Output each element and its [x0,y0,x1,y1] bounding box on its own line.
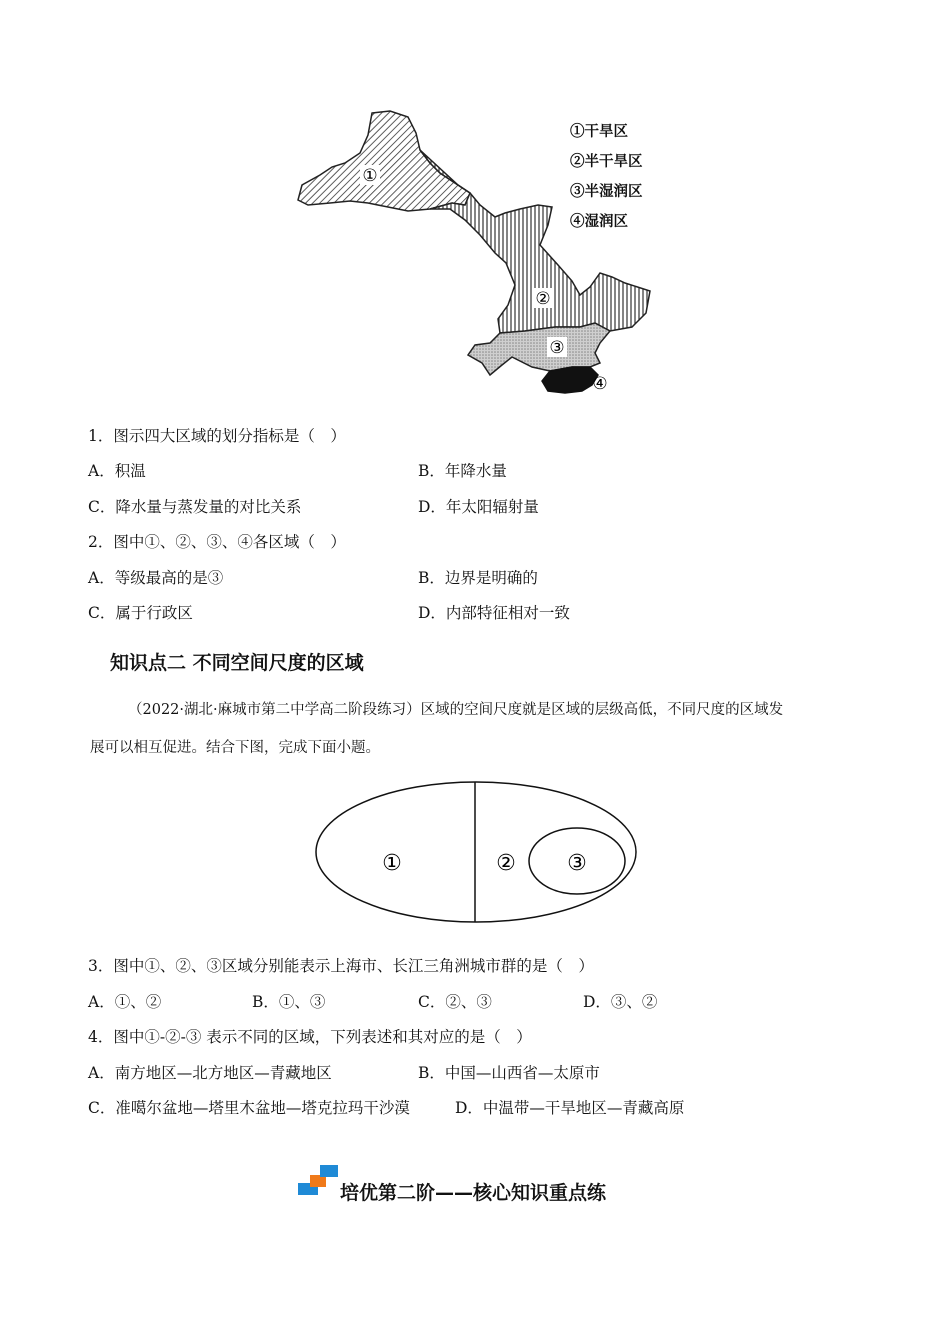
answer-option[interactable]: C．降水量与蒸发量的对比关系 [88,498,302,516]
question-stem: 3．图中①、②、③区域分别能表示上海市、长江三角洲城市群的是（ ） [88,957,594,975]
answer-option[interactable]: C．②、③ [418,993,492,1011]
diagram-label-3: ③ [567,851,587,876]
map-label-1: ① [362,166,378,186]
map-label-2: ② [535,289,551,309]
answer-option[interactable]: A．等级最高的是③ [88,569,224,587]
map-legend-item: ②半干旱区 [570,153,643,170]
section-intro-line: 展可以相互促进。结合下图，完成下面小题。 [90,740,380,756]
map-legend-item: ①干旱区 [570,123,628,140]
question-stem: 1．图示四大区域的划分指标是（ ） [88,427,346,445]
answer-option[interactable]: A．积温 [88,462,146,480]
region-map-figure [290,105,670,400]
answer-option[interactable]: B．中国—山西省—太原市 [418,1064,600,1082]
outer-ellipse [316,782,636,922]
section-title: 知识点二 不同空间尺度的区域 [110,652,364,674]
answer-option[interactable]: B．①、③ [252,993,326,1011]
map-label-3: ③ [549,338,565,358]
map-legend-item: ④湿润区 [570,213,628,230]
answer-option[interactable]: B．边界是明确的 [418,569,538,587]
region-arid [298,111,470,211]
answer-option[interactable]: D．③、② [583,993,658,1011]
map-legend-item: ③半湿润区 [570,183,643,200]
nested-region-diagram-svg [310,778,645,928]
answer-option[interactable]: D．内部特征相对一致 [418,604,570,622]
nested-region-diagram [310,778,645,928]
region-humid [542,367,598,393]
answer-option[interactable]: C．属于行政区 [88,604,193,622]
answer-option[interactable]: D．中温带—干旱地区—青藏高原 [455,1099,685,1117]
answer-option[interactable]: A．①、② [88,993,162,1011]
question-stem: 2．图中①、②、③、④各区域（ ） [88,533,346,551]
diagram-label-1: ① [382,851,402,876]
section-intro-line: （2022·湖北·麻城市第二中学高二阶段练习）区域的空间尺度就是区域的层级高低，不同尺度的区域发 [128,702,784,718]
region-map [290,105,670,400]
answer-option[interactable]: A．南方地区—北方地区—青藏地区 [88,1064,332,1082]
answer-option[interactable]: B．年降水量 [418,462,507,480]
stage-title: 培优第二阶——核心知识重点练 [340,1182,607,1204]
answer-option[interactable]: D．年太阳辐射量 [418,498,539,516]
section-logo-icon [298,1163,340,1197]
answer-option[interactable]: C．准噶尔盆地—塔里木盆地—塔克拉玛干沙漠 [88,1099,410,1117]
map-label-4: ④ [592,374,608,394]
diagram-label-2: ② [496,851,516,876]
question-stem: 4．图中①-②-③ 表示不同的区域，下列表述和其对应的是（ ） [88,1028,532,1046]
